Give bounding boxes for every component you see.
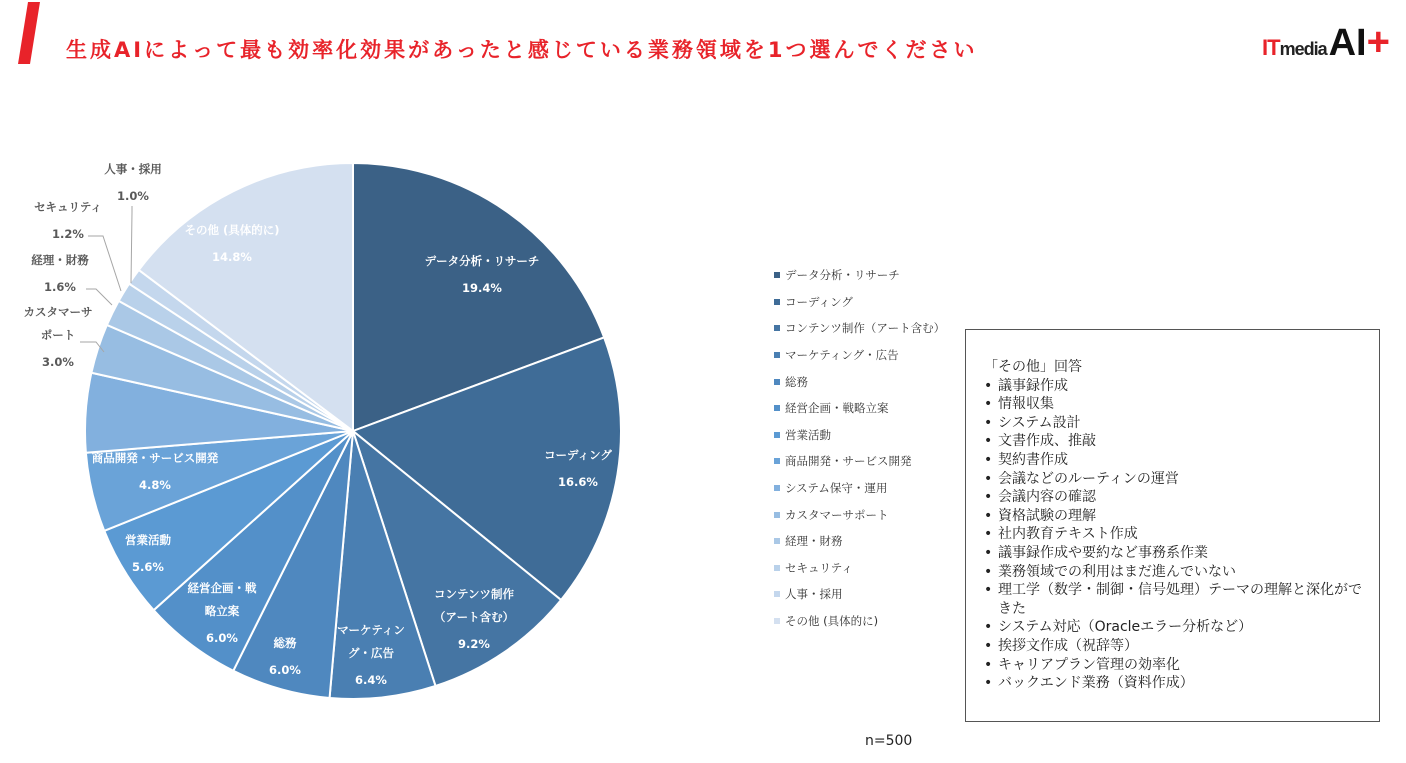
- slice-value-label: 6.0%: [269, 663, 301, 677]
- legend-label: 商品開発・サービス開発: [785, 454, 912, 469]
- slice-label: 経理・財務: [31, 253, 89, 267]
- legend-label: 人事・採用: [785, 587, 843, 602]
- leader-line: [86, 289, 112, 305]
- slice-value-label: 1.2%: [52, 227, 84, 241]
- other-answer-item: • システム対応（Oracleエラー分析など）: [984, 618, 1369, 637]
- other-answer-item: • バックエンド業務（資料作成）: [984, 674, 1369, 693]
- other-answers-box: [965, 329, 1380, 722]
- slice-label: セキュリティ: [34, 200, 102, 214]
- legend-swatch: [774, 538, 780, 544]
- page-title: 生成AIによって最も効率化効果があったと感じている業務領域を1つ選んでください: [66, 38, 978, 62]
- slice-value-label: 1.6%: [44, 280, 76, 294]
- other-answer-item: • 議事録作成: [984, 377, 1369, 396]
- legend-label: 営業活動: [785, 427, 831, 442]
- slice-value-label: 3.0%: [42, 355, 74, 369]
- legend-item: [774, 555, 945, 582]
- slice-value-label: 4.8%: [139, 478, 171, 492]
- slice-label: 総務: [273, 636, 297, 650]
- legend-item: [774, 448, 945, 475]
- other-answers-heading: 「その他」回答: [984, 359, 1082, 375]
- slice-label: その他 (具体的に): [184, 223, 280, 237]
- chart-legend: [774, 262, 945, 634]
- slice-label: コンテンツ制作: [434, 587, 514, 601]
- slice-value-label: 16.6%: [558, 475, 598, 489]
- legend-item: [774, 315, 945, 342]
- other-answer-item: • 会議内容の確認: [984, 488, 1369, 507]
- slice-value-label: 5.6%: [132, 560, 164, 574]
- legend-label: 経営企画・戦略立案: [785, 401, 889, 416]
- sample-size: n=500: [865, 733, 913, 749]
- slice-label: マーケティン: [337, 623, 405, 637]
- legend-label: 経理・財務: [785, 534, 843, 549]
- leader-line: [88, 236, 121, 291]
- legend-item: [774, 528, 945, 555]
- slice-label: 営業活動: [125, 533, 171, 547]
- legend-label: データ分析・リサーチ: [785, 268, 900, 283]
- other-answer-item: • 社内教育テキスト作成: [984, 525, 1369, 544]
- slice-value-label: 6.4%: [355, 673, 387, 687]
- legend-label: 総務: [785, 374, 808, 389]
- other-answer-item: • 挨拶文作成（祝辞等）: [984, 637, 1369, 656]
- other-answer-item: • システム設計: [984, 414, 1369, 433]
- slice-value-label: 14.8%: [212, 250, 252, 264]
- legend-swatch: [774, 405, 780, 411]
- legend-swatch: [774, 485, 780, 491]
- legend-swatch: [774, 432, 780, 438]
- legend-label: マーケティング・広告: [785, 348, 899, 363]
- other-answer-item: • キャリアプラン管理の効率化: [984, 656, 1369, 675]
- legend-label: セキュリティ: [785, 560, 853, 575]
- itmedia-ai-plus-logo: IT media AI +: [1262, 20, 1390, 64]
- legend-item: [774, 581, 945, 608]
- legend-item: [774, 475, 945, 502]
- legend-swatch: [774, 379, 780, 385]
- legend-swatch: [774, 272, 780, 278]
- other-answer-item: • 議事録作成や要約など事務系作業: [984, 544, 1369, 563]
- slice-value-label: 6.0%: [206, 631, 238, 645]
- legend-swatch: [774, 591, 780, 597]
- legend-label: コーディング: [785, 294, 853, 309]
- legend-label: カスタマーサポート: [785, 507, 889, 522]
- other-answer-item: • 資格試験の理解: [984, 507, 1369, 526]
- slice-label: 略立案: [204, 604, 240, 618]
- legend-label: その他 (具体的に): [785, 614, 879, 629]
- slice-label: 商品開発・サービス開発: [91, 451, 219, 465]
- legend-item: [774, 395, 945, 422]
- other-answer-item: • 業務領域での利用はまだ進んでいない: [984, 563, 1369, 582]
- slice-label: データ分析・リサーチ: [424, 254, 540, 268]
- legend-item: [774, 608, 945, 635]
- legend-label: システム保守・運用: [785, 481, 888, 496]
- slice-label: 経営企画・戦: [187, 581, 257, 595]
- legend-swatch: [774, 352, 780, 358]
- legend-item: [774, 501, 945, 528]
- slice-label: ポート: [40, 328, 76, 342]
- slice-label: グ・広告: [348, 646, 394, 660]
- leader-line: [131, 206, 132, 283]
- legend-swatch: [774, 325, 780, 331]
- slice-label: コーディング: [544, 448, 612, 462]
- slice-value-label: 9.2%: [458, 637, 490, 651]
- other-answer-item: • 契約書作成: [984, 451, 1369, 470]
- legend-item: [774, 422, 945, 449]
- legend-swatch: [774, 618, 780, 624]
- legend-label: コンテンツ制作（アート含む）: [785, 321, 946, 336]
- slice-value-label: 19.4%: [462, 281, 502, 295]
- other-answer-item: • 会議などのルーティンの運営: [984, 470, 1369, 489]
- legend-item: [774, 289, 945, 316]
- legend-item: [774, 262, 945, 289]
- legend-swatch: [774, 512, 780, 518]
- other-answer-item: • 理工学（数学・制御・信号処理）テーマの理解と深化ができた: [984, 581, 1369, 618]
- legend-swatch: [774, 299, 780, 305]
- other-answer-item: • 文書作成、推敲: [984, 432, 1369, 451]
- other-answers-list: [984, 377, 1369, 693]
- legend-swatch: [774, 565, 780, 571]
- legend-item: [774, 342, 945, 369]
- slice-label: 人事・採用: [104, 162, 162, 176]
- other-answer-item: • 情報収集: [984, 395, 1369, 414]
- legend-item: [774, 368, 945, 395]
- slice-value-label: 1.0%: [117, 189, 149, 203]
- slice-label: （アート含む）: [433, 610, 515, 624]
- legend-swatch: [774, 458, 780, 464]
- slice-label: カスタマーサ: [23, 305, 93, 319]
